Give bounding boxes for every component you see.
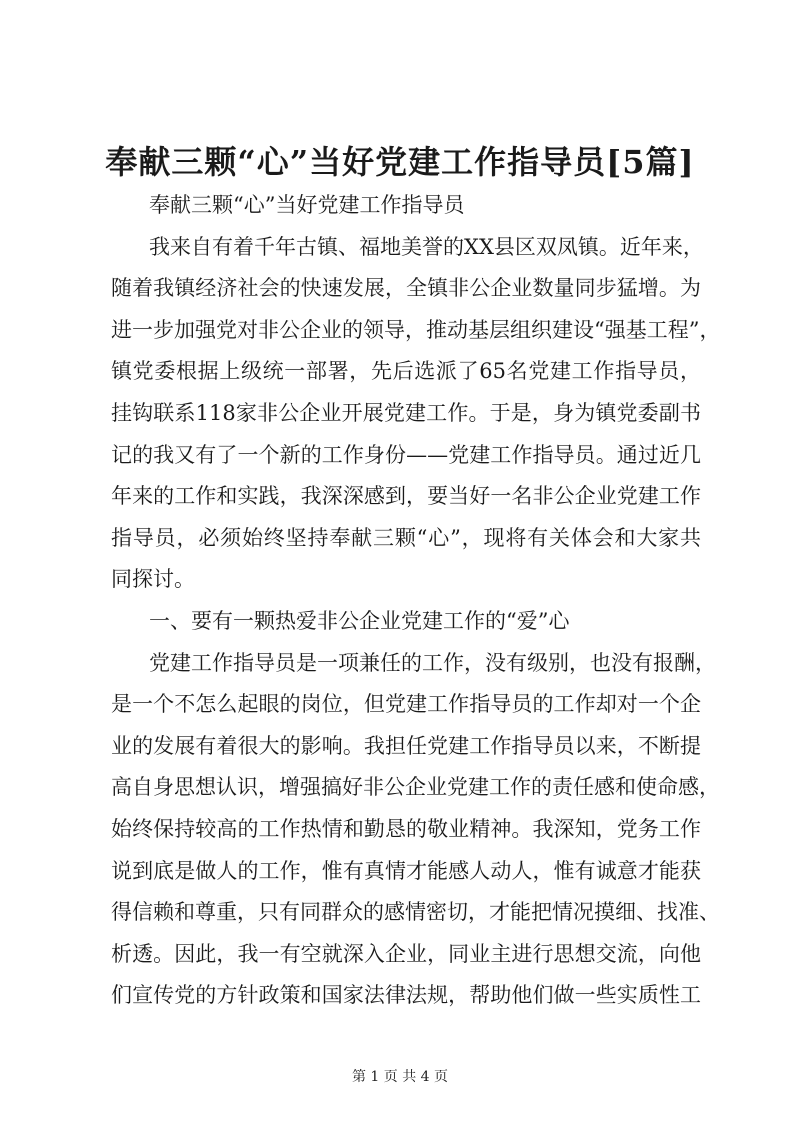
body-line: 我来自有着千年古镇、福地美誉的XX县区双凤镇。近年来， (149, 234, 704, 259)
body-line: 高自身思想认识，增强搞好非公企业党建工作的责任感和使命感， (111, 775, 720, 800)
body-line: 始终保持较高的工作热情和勤恳的敬业精神。我深知，党务工作 (111, 816, 701, 841)
body-line: 指导员，必须始终坚持奉献三颗“心”，现将有关体会和大家共 (111, 525, 701, 550)
body-line: 们宣传党的方针政策和国家法律法规，帮助他们做一些实质性工 (111, 983, 701, 1008)
body-line: 镇党委根据上级统一部署，先后选派了65名党建工作指导员， (111, 359, 701, 384)
body-line: 同探讨。 (111, 567, 195, 592)
document-title: 奉献三颗“心”当好党建工作指导员[5篇] (105, 143, 695, 181)
body-line: 进一步加强党对非公企业的领导，推动基层组织建设“强基工程”， (111, 317, 721, 342)
body-line: 随着我镇经济社会的快速发展，全镇非公企业数量同步猛增。为 (111, 276, 701, 301)
body-line: 年来的工作和实践，我深深感到，要当好一名非公企业党建工作 (111, 484, 701, 509)
document-body (111, 185, 721, 1017)
body-line: 说到底是做人的工作，惟有真情才能感人动人，惟有诚意才能获 (111, 858, 701, 883)
body-line: 是一个不怎么起眼的岗位，但党建工作指导员的工作却对一个企 (111, 692, 701, 717)
body-line: 奉献三颗“心”当好党建工作指导员 (149, 193, 465, 217)
page-footer: 第 1 页 共 4 页 (351, 1069, 449, 1085)
body-line: 得信赖和尊重，只有同群众的感情密切，才能把情况摸细、找准、 (111, 900, 720, 925)
body-line: 党建工作指导员是一项兼任的工作，没有级别，也没有报酬， (149, 650, 716, 675)
body-line: 析透。因此，我一有空就深入企业，同业主进行思想交流，向他 (111, 941, 701, 966)
body-line: 一、要有一颗热爱非公企业党建工作的“爱”心 (149, 608, 570, 633)
body-line: 挂钩联系118家非公企业开展党建工作。于是，身为镇党委副书 (111, 400, 701, 425)
body-line: 记的我又有了一个新的工作身份——党建工作指导员。通过近几 (111, 442, 701, 467)
body-line: 业的发展有着很大的影响。我担任党建工作指导员以来，不断提 (111, 733, 701, 758)
